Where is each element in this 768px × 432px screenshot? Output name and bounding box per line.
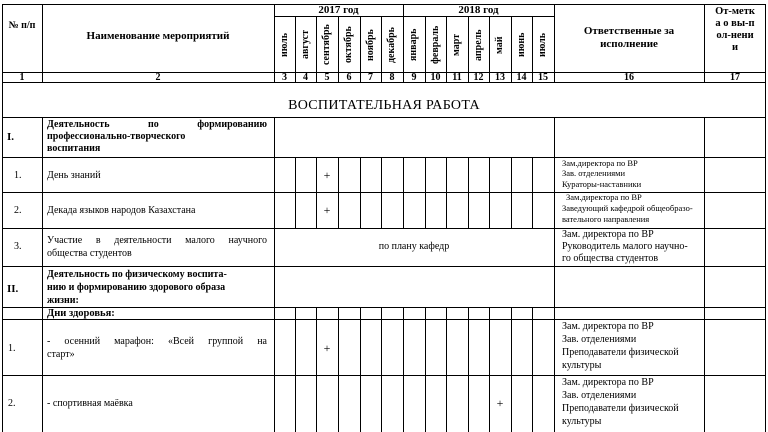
responsible-line: Зам. директора по ВР — [562, 377, 654, 388]
event-name-line: старт» — [47, 349, 75, 360]
responsible-line: вательного направления — [562, 214, 650, 224]
month-label: июнь — [516, 32, 527, 58]
month-label: май — [494, 36, 505, 54]
section-heading-line: воспитания — [47, 143, 101, 154]
month-label: апрель — [473, 29, 484, 61]
col-number: 9 — [411, 72, 417, 83]
responsible-line: Зав. отделениями — [562, 168, 626, 178]
section-number: II. — [7, 283, 19, 295]
section-heading-line: нию и формированию здорового образа — [47, 282, 226, 293]
col-number: 12 — [473, 72, 484, 83]
col-number: 15 — [538, 72, 548, 83]
month-label: март — [451, 33, 462, 57]
row-number: 1. — [8, 343, 16, 354]
plan-mark: + — [323, 168, 331, 182]
event-name: День знаний — [47, 170, 101, 181]
col-number: 17 — [730, 72, 740, 83]
col-number: 7 — [368, 72, 373, 83]
event-name-line: - осенний марафон: «Всей группой на — [47, 336, 267, 347]
responsible-line: Заведующий кафедрой общеобразо- — [562, 203, 693, 213]
col-number: 13 — [495, 72, 505, 83]
col-number: 16 — [624, 72, 634, 83]
mark-column-header: От-метка о вы-пол-нении — [715, 6, 755, 53]
event-name-line: Участие в деятельности малого научного — [47, 235, 267, 246]
col-number: 1 — [19, 72, 25, 83]
col-number: 14 — [516, 72, 527, 83]
col-number: 10 — [430, 72, 441, 83]
responsible-line: Преподаватели физической — [562, 403, 679, 414]
col-number: 5 — [324, 72, 330, 83]
col-number: 3 — [282, 72, 287, 83]
event-name-line: общества студентов — [47, 248, 132, 259]
responsible-line: Руководитель малого научно- — [562, 241, 688, 252]
responsible-line: Зам.директора по ВР — [562, 158, 638, 168]
health-days-heading: Дни здоровья: — [47, 308, 115, 319]
plan-mark: + — [323, 203, 331, 217]
num-column-header: № п/п — [8, 20, 36, 31]
row-number: 2. — [8, 398, 16, 409]
row-number: 1. — [14, 170, 22, 181]
month-label: июль — [537, 32, 548, 58]
responsible-line: Зав. отделениями — [562, 334, 637, 345]
section-heading-line: профессионально-творческого — [47, 131, 186, 142]
responsible-line: Кураторы-наставники — [562, 179, 642, 189]
responsible-line: Зам. директора по ВР — [562, 229, 654, 240]
month-label: сентябрь — [321, 24, 332, 66]
col-number: 8 — [389, 72, 395, 83]
col-number: 11 — [452, 72, 462, 83]
responsible-line: Зав. отделениями — [562, 390, 637, 401]
plan-note: по плану кафедр — [378, 241, 450, 252]
responsible-line: го общества студентов — [562, 253, 659, 264]
responsible-line: Зам.директора по ВР — [566, 192, 642, 202]
row-number: 3. — [14, 241, 22, 252]
month-label: ноябрь — [365, 29, 376, 61]
responsible-line: культуры — [562, 360, 602, 371]
section-number: I. — [7, 131, 15, 143]
section-heading-line: Деятельность по формированию — [47, 119, 267, 130]
month-label: декабрь — [386, 27, 397, 63]
month-label: октябрь — [343, 26, 354, 64]
plan-mark: + — [323, 341, 331, 355]
row-number: 2. — [14, 205, 22, 216]
responsible-line: Преподаватели физической — [562, 347, 679, 358]
col-number: 6 — [346, 72, 352, 83]
col-number: 4 — [303, 72, 308, 83]
month-label: февраль — [430, 25, 441, 65]
event-name: - спортивная маёвка — [47, 398, 133, 409]
section-heading-line: Деятельность по физическому воспита- — [47, 269, 227, 280]
col-number: 2 — [155, 72, 161, 83]
year-2017-header: 2017 год — [318, 4, 359, 16]
event-name: Декада языков народов Казахстана — [47, 205, 196, 216]
section-heading-line: жизни: — [47, 295, 79, 306]
month-label: август — [300, 30, 311, 60]
section-title: ВОСПИТАТЕЛЬНАЯ РАБОТА — [288, 98, 480, 113]
month-label: январь — [408, 28, 419, 62]
year-2018-header: 2018 год — [458, 4, 499, 16]
plan-mark: + — [496, 396, 504, 410]
month-label: июль — [279, 32, 290, 58]
responsible-line: Зам. директора по ВР — [562, 321, 654, 332]
name-column-header: Наименование мероприятий — [86, 30, 230, 42]
responsible-line: культуры — [562, 416, 602, 427]
responsible-column-header: Ответственные за исполнение — [583, 25, 675, 50]
